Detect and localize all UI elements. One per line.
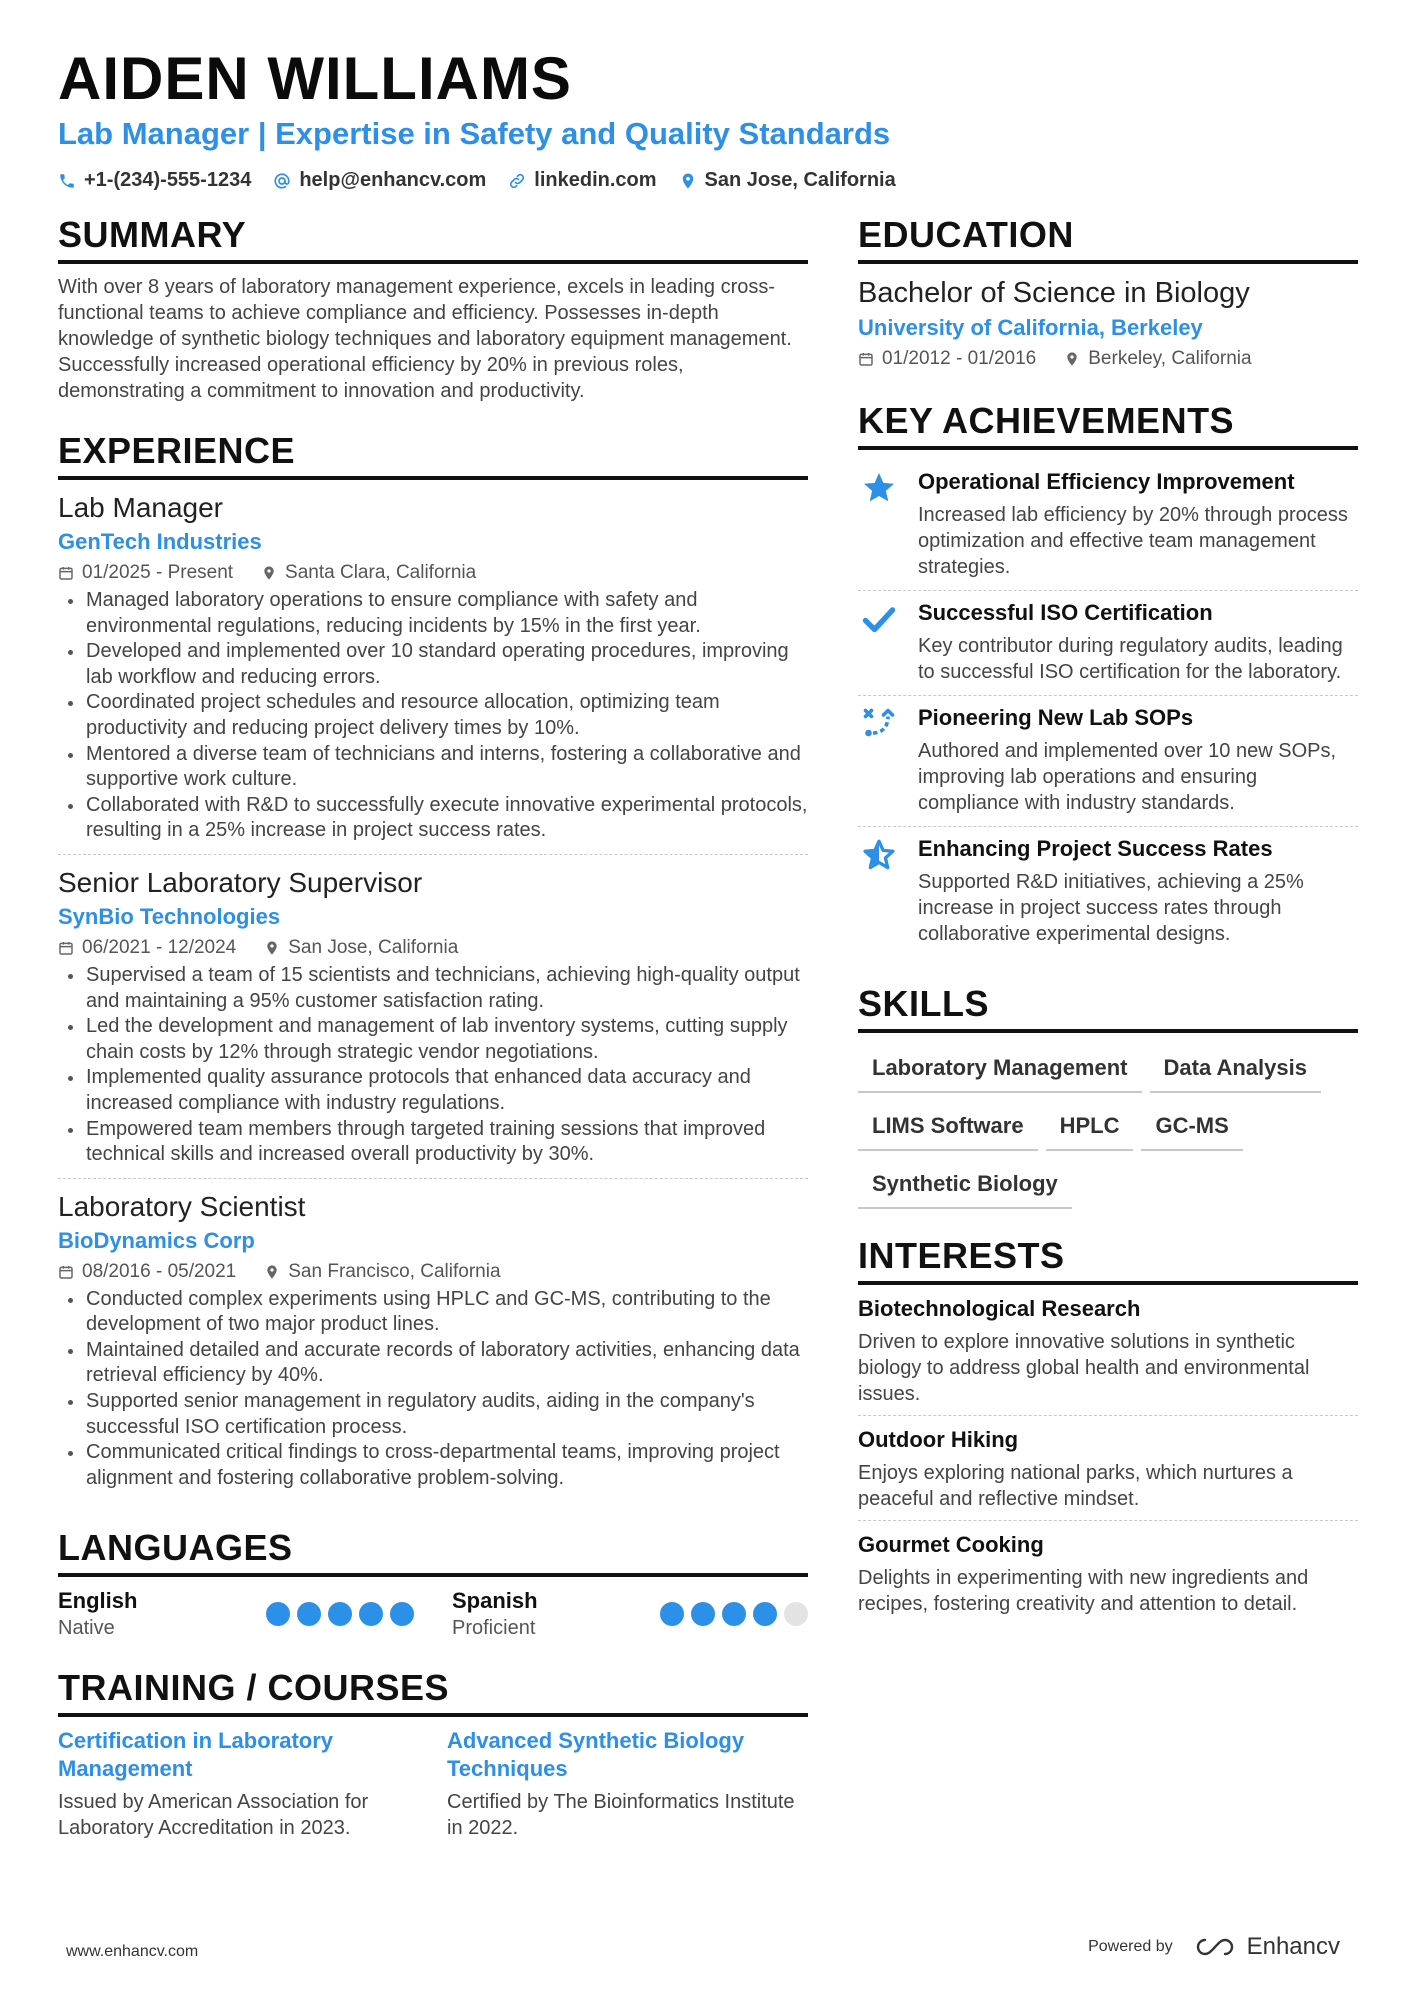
languages-list	[58, 1587, 808, 1641]
skill-tag: Laboratory Management	[858, 1049, 1142, 1093]
job-title: Senior Laboratory Supervisor	[58, 866, 423, 898]
summary-heading: SUMMARY	[58, 214, 808, 264]
rating-dot-filled	[753, 1602, 777, 1626]
course-title: Advanced Synthetic Biology Techniques	[447, 1728, 745, 1782]
interest-desc: Delights in experimenting with new ingredients and recipes, fostering creativity and attention to detail.	[858, 1567, 1309, 1615]
course-title: Certification in Laboratory Management	[58, 1728, 334, 1782]
job-title: Laboratory Scientist	[58, 1190, 306, 1222]
language-level: Native	[58, 1617, 115, 1640]
enhancv-logo[interactable]	[1193, 1933, 1340, 1961]
contact-email[interactable]	[273, 169, 486, 192]
contact-location	[679, 169, 896, 192]
location-icon	[264, 1264, 280, 1280]
courses-list	[58, 1727, 808, 1841]
footer-website[interactable]: www.enhancv.com	[66, 1943, 199, 1960]
job-bullet: Collaborated with R&D to successfully execute innovative experimental protocols, resulting in a 25% increase in project success rates.	[58, 793, 808, 844]
job-bullet: Implemented quality assurance protocols that enhanced data accuracy and increased compliance with industry regulations.	[58, 1065, 808, 1116]
star-outline-icon	[861, 837, 897, 873]
skill-tag: GC-MS	[1141, 1107, 1242, 1151]
rating-dot-filled	[390, 1602, 414, 1626]
job-dates-text: 08/2016 - 05/2021	[82, 1260, 237, 1282]
course-item	[447, 1727, 808, 1841]
rating-dot-filled	[691, 1602, 715, 1626]
interest-title: Gourmet Cooking	[858, 1532, 1044, 1557]
job-bullets	[58, 1287, 808, 1492]
interest-title: Biotechnological Research	[858, 1296, 1141, 1321]
job-dates	[58, 1257, 236, 1287]
contact-phone-text: +1-(234)-555-1234	[84, 169, 252, 191]
education-degree: Bachelor of Science in Biology	[858, 277, 1250, 309]
enhancv-logo-icon	[1193, 1936, 1237, 1958]
contact-bar	[58, 169, 896, 192]
job-dates	[58, 933, 236, 963]
achievement-item	[858, 827, 1358, 957]
contact-email-text: help@enhancv.com	[299, 169, 487, 191]
job-dates	[58, 558, 233, 588]
rating-dot-filled	[359, 1602, 383, 1626]
achievement-item	[858, 696, 1358, 827]
rating-dot-filled	[266, 1602, 290, 1626]
achievement-desc: Authored and implemented over 10 new SOPs, improving lab operations and ensuring compliance with industry standards.	[918, 740, 1337, 814]
language-item	[452, 1587, 808, 1641]
summary-section	[58, 214, 808, 404]
calendar-icon	[58, 565, 74, 581]
skill-tag: Data Analysis	[1150, 1049, 1321, 1093]
checkmark-icon	[861, 601, 897, 637]
job-bullet: Conducted complex experiments using HPLC and GC-MS, contributing to the development of two major product lines.	[58, 1287, 808, 1338]
job-dates-text: 01/2025 - Present	[82, 562, 234, 583]
summary-text: With over 8 years of laboratory management experience, excels in leading cross-functional teams to achieve compliance and efficiency. Possesses in-depth knowledge of synthetic biology techniques and laboratory equipment management. Successfully increased operational efficiency by 20% in previous roles, demonstrating a commitment to innovation and productivity.	[58, 276, 792, 402]
course-item	[58, 1727, 419, 1841]
job-title: Lab Manager	[58, 492, 224, 523]
interests-section	[858, 1235, 1358, 1625]
contact-linkedin[interactable]	[508, 169, 656, 192]
job-location-text: San Jose, California	[288, 936, 459, 958]
course-desc: Issued by American Association for Laboratory Accreditation in 2023.	[58, 1791, 369, 1840]
powered-by-text: Powered by	[1088, 1938, 1173, 1955]
calendar-icon	[858, 351, 874, 367]
location-icon	[679, 172, 697, 190]
skill-tag: HPLC	[1046, 1107, 1134, 1151]
job-dates-text: 06/2021 - 12/2024	[82, 936, 237, 958]
job-bullet: Mentored a diverse team of technicians and interns, fostering a collaborative and supportive work culture.	[58, 742, 808, 793]
course-desc: Certified by The Bioinformatics Institute in 2022.	[447, 1791, 795, 1840]
job-meta	[58, 933, 808, 963]
candidate-title: Lab Manager | Expertise in Safety and Quality Standards	[58, 116, 891, 151]
location-icon	[261, 565, 277, 581]
job-bullet: Supported senior management in regulatory audits, aiding in the company's successful ISO certification process.	[58, 1389, 808, 1440]
phone-icon	[58, 172, 76, 190]
rating-dot-filled	[660, 1602, 684, 1626]
skills-heading: SKILLS	[858, 983, 1358, 1033]
job-location	[264, 933, 458, 963]
achievement-title: Successful ISO Certification	[918, 600, 1213, 625]
achievement-desc: Key contributor during regulatory audits, leading to successful ISO certification for the laboratory.	[918, 635, 1343, 683]
calendar-icon	[58, 1264, 74, 1280]
education-heading: EDUCATION	[858, 214, 1358, 264]
location-icon	[1064, 351, 1080, 367]
job-bullets	[58, 588, 808, 844]
language-rating	[266, 1602, 414, 1626]
calendar-icon	[58, 940, 74, 956]
job-meta	[58, 558, 808, 588]
job-bullet: Supervised a team of 15 scientists and technicians, achieving high-quality output and maintaining a 95% customer satisfaction rating.	[58, 963, 808, 1014]
education-school: University of California, Berkeley	[858, 315, 1203, 340]
enhancv-brand-text: Enhancv	[1246, 1933, 1340, 1960]
training-heading: TRAINING / COURSES	[58, 1667, 808, 1717]
left-column	[58, 214, 808, 1867]
experience-heading: EXPERIENCE	[58, 430, 808, 480]
link-icon	[508, 172, 526, 190]
rating-dot-filled	[328, 1602, 352, 1626]
achievement-title: Enhancing Project Success Rates	[918, 836, 1273, 861]
job-entry	[58, 490, 808, 855]
contact-location-text: San Jose, California	[704, 169, 896, 191]
language-name: Spanish	[452, 1588, 538, 1614]
location-icon	[264, 940, 280, 956]
rating-dot-filled	[722, 1602, 746, 1626]
job-bullet: Coordinated project schedules and resource allocation, optimizing team productivity and reducing project delivery times by 10%.	[58, 690, 808, 741]
skill-tag: LIMS Software	[858, 1107, 1038, 1151]
job-bullet: Maintained detailed and accurate records of laboratory activities, enhancing data retrieval efficiency by 40%.	[58, 1338, 808, 1389]
job-company: BioDynamics Corp	[58, 1227, 255, 1253]
job-bullet: Communicated critical findings to cross-departmental teams, improving project alignment and fostering collaborative problem-solving.	[58, 1440, 808, 1491]
job-entry	[58, 1189, 808, 1502]
skills-section	[858, 983, 1358, 1209]
right-column	[858, 214, 1358, 1651]
rating-dot-filled	[297, 1602, 321, 1626]
job-company: SynBio Technologies	[58, 903, 281, 929]
job-bullet: Managed laboratory operations to ensure compliance with safety and environmental regulations, reducing incidents by 15% in the first year.	[58, 588, 808, 639]
language-rating	[660, 1602, 808, 1626]
achievement-title: Pioneering New Lab SOPs	[918, 705, 1194, 730]
experience-section	[58, 430, 808, 1501]
education-location-text: Berkeley, California	[1088, 348, 1252, 369]
language-level: Proficient	[452, 1617, 536, 1640]
education-location	[1064, 344, 1251, 374]
education-section	[858, 214, 1358, 374]
interest-title: Outdoor Hiking	[858, 1427, 1019, 1452]
achievement-item	[858, 591, 1358, 696]
job-location	[264, 1257, 500, 1287]
education-dates	[858, 344, 1036, 374]
interest-desc: Enjoys exploring national parks, which nurtures a peaceful and reflective mindset.	[858, 1462, 1293, 1510]
interest-item	[858, 1426, 1358, 1521]
job-entry	[58, 865, 808, 1179]
at-icon	[273, 172, 291, 190]
strategy-icon	[861, 706, 897, 742]
job-location-text: Santa Clara, California	[285, 562, 477, 583]
language-item	[58, 1587, 414, 1641]
job-bullet: Developed and implemented over 10 standard operating procedures, improving lab workflow and reducing errors.	[58, 639, 808, 690]
interests-heading: INTERESTS	[858, 1235, 1358, 1285]
achievements-heading: KEY ACHIEVEMENTS	[858, 400, 1358, 450]
interest-item	[858, 1531, 1358, 1625]
star-filled-icon	[861, 470, 897, 506]
skills-list	[858, 1043, 1358, 1209]
job-location-text: San Francisco, California	[288, 1260, 501, 1282]
languages-section	[58, 1527, 808, 1641]
job-bullets	[58, 963, 808, 1168]
job-location	[261, 558, 476, 588]
achievement-item	[858, 460, 1358, 591]
job-company: GenTech Industries	[58, 529, 262, 554]
skill-tag: Synthetic Biology	[858, 1165, 1072, 1209]
job-meta	[58, 1257, 808, 1287]
training-section	[58, 1667, 808, 1841]
job-bullet: Led the development and management of lab inventory systems, cutting supply chain costs by 12% through strategic vendor negotiations.	[58, 1014, 808, 1065]
achievement-desc: Supported R&D initiatives, achieving a 25% increase in project success rates through collaborative experimental designs.	[918, 871, 1304, 945]
rating-dot-empty	[784, 1602, 808, 1626]
achievements-section	[858, 400, 1358, 957]
footer-branding	[1088, 1933, 1340, 1961]
education-dates-text: 01/2012 - 01/2016	[882, 348, 1037, 369]
contact-phone[interactable]	[58, 169, 251, 192]
interest-item	[858, 1295, 1358, 1416]
interest-desc: Driven to explore innovative solutions in synthetic biology to address global health and environmental issues.	[858, 1331, 1310, 1405]
candidate-name: AIDEN WILLIAMS	[58, 45, 572, 112]
education-meta	[858, 344, 1358, 374]
job-bullet: Empowered team members through targeted training sessions that improved technical skills and increased overall productivity by 30%.	[58, 1117, 808, 1168]
achievement-title: Operational Efficiency Improvement	[918, 469, 1295, 494]
achievement-desc: Increased lab efficiency by 20% through process optimization and effective team management strategies.	[918, 504, 1348, 578]
contact-linkedin-text: linkedin.com	[534, 169, 657, 191]
languages-heading: LANGUAGES	[58, 1527, 808, 1577]
language-name: English	[58, 1588, 138, 1614]
